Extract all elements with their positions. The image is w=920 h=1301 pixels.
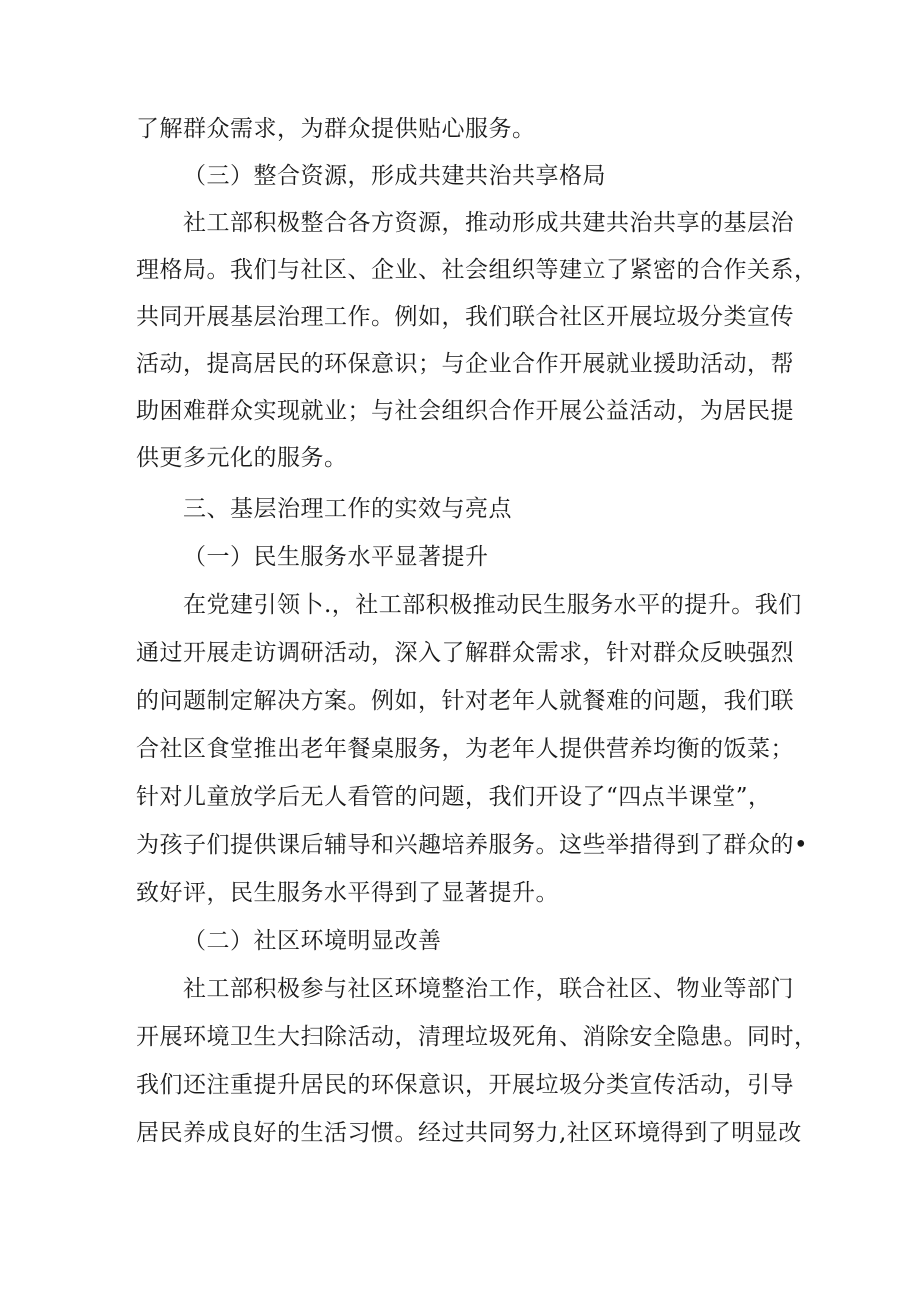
paragraph-line: 的问题制定解决方案。例如，针对老年人就餐难的问题，我们联 xyxy=(136,688,794,714)
paragraph-line: 针对儿童放学后无人看管的问题，我们开设了“四点半课堂”， xyxy=(136,784,772,810)
subheading: （一）民生服务水平显著提升 xyxy=(183,544,489,570)
paragraph-line: 活动，提高居民的环保意识；与企业合作开展就业援助活动，帮 xyxy=(136,351,794,377)
paragraph-line: 社工部积极整合各方资源，推动形成共建共治共享的基层治 xyxy=(183,210,794,236)
subheading: （三）整合资源，形成共建共治共享格局 xyxy=(183,163,606,189)
paragraph-line: 供更多元化的服务。 xyxy=(136,445,348,471)
paragraph-line: 社工部积极参与社区环境整治工作，联合社区、物业等部门 xyxy=(183,976,794,1002)
paragraph-line: 合社区食堂推出老年餐桌服务，为老年人提供营养均衡的饭菜； xyxy=(136,736,794,762)
paragraph-line: 助困难群众实现就业；与社会组织合作开展公益活动，为居民提 xyxy=(136,398,794,424)
paragraph-line: 了解群众需求，为群众提供贴心服务。 xyxy=(136,116,536,142)
section-heading: 三、基层治理工作的实效与亮点 xyxy=(183,496,512,522)
paragraph-line: 居民养成良好的生活习惯。经过共同努力,社区环境得到了明显改 xyxy=(136,1120,802,1146)
subheading: （二）社区环境明显改善 xyxy=(183,928,442,954)
paragraph-line: 共同开展基层治理工作。例如，我们联合社区开展垃圾分类宣传 xyxy=(136,304,794,330)
paragraph-line: 开展环境卫生大扫除活动，清理垃圾死角、消除安全隐患。同时， xyxy=(136,1024,818,1050)
paragraph-line: 在党建引领卜.，社工部积极推动民生服务水平的提升。我们 xyxy=(183,592,802,618)
paragraph-line: 致好评，民生服务水平得到了显著提升。 xyxy=(136,880,559,906)
paragraph-line: 为孩子们提供课后辅导和兴趣培养服务。这些举措得到了群众的• xyxy=(136,832,809,858)
paragraph-line: 通过开展走访调研活动，深入了解群众需求，针对群众反映强烈 xyxy=(136,640,794,666)
paragraph-line: 理格局。我们与社区、企业、社会组织等建立了紧密的合作关系， xyxy=(136,257,818,283)
paragraph-line: 我们还注重提升居民的环保意识，开展垃圾分类宣传活动，引导 xyxy=(136,1072,794,1098)
